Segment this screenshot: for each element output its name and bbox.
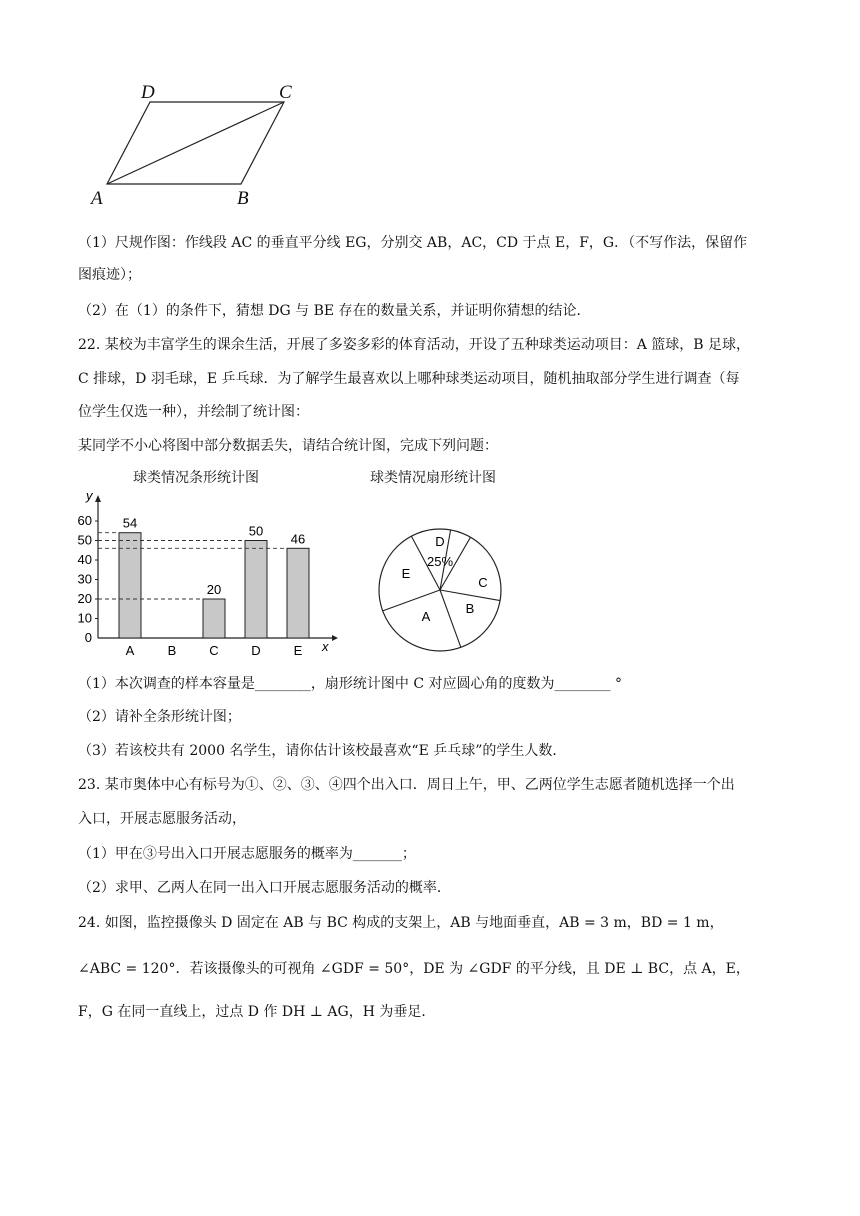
q24-line2: ∠ABC = 120°．若该摄像头的可视角 ∠GDF = 50°，DE 为 ∠GDF 的平分线，且 DE ⊥ BC，点 A，E， bbox=[78, 961, 750, 977]
q22-line3: 位学生仅选一种），并绘制了统计图： bbox=[78, 404, 309, 420]
category-label: C bbox=[209, 643, 219, 658]
slice-percent-label: 25% bbox=[426, 554, 454, 569]
slice-label: A bbox=[421, 609, 431, 624]
y-axis-label: y bbox=[86, 488, 93, 503]
slice-label: B bbox=[465, 601, 475, 616]
category-label: A bbox=[125, 643, 135, 658]
vertex-label-c: C bbox=[279, 82, 292, 103]
q22-sub2: （2）请补全条形统计图； bbox=[78, 709, 241, 725]
q24-line1: 24. 如图，监控摄像头 D 固定在 AB 与 BC 构成的支架上，AB 与地面垂直，AB = 3 m，BD = 1 m， bbox=[78, 915, 724, 931]
q24-line3: F，G 在同一直线上，过点 D 作 DH ⊥ AG，H 为垂足． bbox=[78, 1004, 436, 1020]
y-axis-arrow bbox=[95, 495, 101, 502]
q22-line2: C 排球，D 羽毛球，E 乒乓球．为了解学生最喜欢以上哪种球类运动项目，随机抽取部分学生进行调查（每 bbox=[78, 371, 740, 387]
y-tick-label: 40 bbox=[77, 552, 92, 567]
slice-label: C bbox=[478, 575, 488, 590]
parallelogram-figure bbox=[85, 78, 315, 213]
category-label: D bbox=[251, 643, 261, 658]
q21-part1-line1: （1）尺规作图：作线段 AC 的垂直平分线 EG，分别交 AB，AC，CD 于点 E，F，G．（不写作法，保留作 bbox=[78, 235, 748, 251]
q22-line1: 22. 某校为丰富学生的课余生活，开展了多姿多彩的体育活动，开设了五种球类运动项目：A 篮球，B 足球， bbox=[78, 337, 751, 353]
bar bbox=[245, 541, 267, 639]
slice-label: E bbox=[401, 566, 411, 581]
q23-line1: 23. 某市奥体中心有标号为①、②、③、④四个出入口．周日上午，甲、乙两位学生志愿者随机选择一个出 bbox=[78, 777, 735, 793]
slice-label: D bbox=[435, 534, 445, 549]
bar-value-label: 50 bbox=[248, 523, 264, 539]
q22-sub1: （1）本次调查的样本容量是________，扇形统计图中 C 对应圆心角的度数为________ ° bbox=[78, 676, 622, 692]
q23-sub1: （1）甲在③号出入口开展志愿服务的概率为_______； bbox=[78, 846, 416, 862]
vertex-label-b: B bbox=[237, 188, 249, 209]
vertex-label-d: D bbox=[141, 82, 155, 103]
q23-line2: 入口，开展志愿服务活动， bbox=[78, 811, 246, 827]
y-tick-label: 60 bbox=[77, 513, 92, 528]
pie-chart-title: 球类情况扇形统计图 bbox=[370, 470, 496, 486]
bar bbox=[287, 548, 309, 638]
category-label: B bbox=[167, 643, 177, 658]
y-tick-label: 30 bbox=[77, 571, 92, 587]
bar-value-label: 54 bbox=[122, 515, 138, 531]
bar-value-label: 20 bbox=[206, 582, 222, 597]
x-axis-label: x bbox=[322, 639, 329, 654]
x-axis-arrow bbox=[332, 635, 338, 641]
vertex-label-a: A bbox=[91, 188, 103, 209]
bar bbox=[203, 599, 225, 638]
pie-chart bbox=[370, 520, 510, 660]
q22-line4: 某同学不小心将图中部分数据丢失，请结合统计图，完成下列问题： bbox=[78, 438, 498, 454]
bar-chart-title: 球类情况条形统计图 bbox=[133, 470, 259, 486]
q21-part1-line2: 图痕迹）； bbox=[78, 267, 141, 283]
y-tick-label: 50 bbox=[77, 532, 92, 548]
bar-value-label: 46 bbox=[290, 531, 306, 547]
y-tick-label: 0 bbox=[84, 630, 92, 645]
q23-sub2: （2）求甲、乙两人在同一出入口开展志愿服务活动的概率． bbox=[78, 880, 451, 896]
q22-sub3: （3）若该校共有 2000 名学生，请你估计该校最喜欢“E 乒乓球”的学生人数． bbox=[78, 743, 567, 759]
bar-chart bbox=[70, 488, 350, 660]
q21-part2: （2）在（1）的条件下，猜想 DG 与 BE 存在的数量关系，并证明你猜想的结论． bbox=[78, 303, 591, 319]
y-tick-label: 10 bbox=[77, 610, 92, 626]
y-tick-label: 20 bbox=[77, 591, 92, 606]
diagonal-ac bbox=[107, 102, 284, 184]
category-label: E bbox=[293, 643, 303, 658]
